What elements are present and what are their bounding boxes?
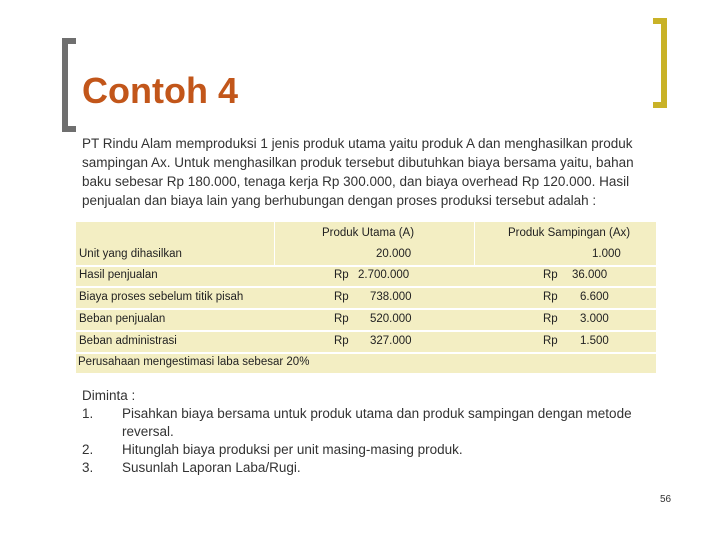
task-text: Pisahkan biaya bersama untuk produk utama dan produk sampingan dengan metode reversal. (122, 406, 632, 439)
byproduct-value: 1.000 (592, 248, 621, 260)
task-list (82, 387, 672, 477)
intro-paragraph: PT Rindu Alam memproduksi 1 jenis produk utama yaitu produk A dan menghasilkan produk sampingan Ax. Untuk menghasilkan produk tersebut dibutuhkan biaya bersama yaitu, bahan baku sebesar Rp 180.000, tenaga kerja Rp 300.000, dan biaya overhead Rp 120.000. Hasil penjualan dan biaya lain yang berhubungan dengan proses produksi tersebut adalah : (82, 136, 634, 208)
task-number: 1. (82, 406, 94, 421)
byproduct-value: 36.000 (572, 269, 608, 281)
left-bracket-decoration (62, 38, 76, 132)
row-label: Beban penjualan (79, 313, 166, 325)
task-item (82, 405, 672, 441)
byproduct-value: 6.600 (580, 291, 609, 303)
byproduct-value: 3.000 (580, 313, 609, 325)
main-value: 738.000 (370, 291, 412, 303)
main-currency: Rp (334, 269, 349, 281)
row-label: Hasil penjualan (79, 269, 158, 281)
task-text: Hitunglah biaya produksi per unit masing-masing produk. (122, 442, 463, 457)
table-row (76, 244, 656, 264)
task-item (82, 459, 672, 477)
task-item (82, 441, 672, 459)
table-row (76, 265, 656, 285)
byproduct-currency: Rp (543, 335, 558, 347)
header-main-product: Produk Utama (A) (322, 227, 415, 239)
main-currency: Rp (334, 291, 349, 303)
main-value: 520.000 (370, 313, 412, 325)
row-label: Beban administrasi (79, 335, 177, 347)
byproduct-currency: Rp (543, 313, 558, 325)
table-header-row (76, 223, 656, 243)
page-number: 56 (660, 494, 672, 505)
cost-table (76, 222, 656, 373)
main-value: 2.700.000 (358, 269, 410, 281)
profit-estimate-note: Perusahaan mengestimasi laba sebesar 20% (78, 356, 310, 368)
row-label: Biaya proses sebelum titik pisah (79, 291, 244, 303)
task-heading: Diminta : (82, 388, 136, 403)
task-number: 2. (82, 442, 94, 457)
task-number: 3. (82, 460, 94, 475)
task-text: Susunlah Laporan Laba/Rugi. (122, 460, 301, 475)
slide-title: Contoh 4 (82, 70, 238, 111)
main-currency: Rp (334, 335, 349, 347)
byproduct-value: 1.500 (580, 335, 609, 347)
header-byproduct: Produk Sampingan (Ax) (508, 227, 631, 239)
table-row (76, 309, 656, 329)
main-currency: Rp (334, 313, 349, 325)
byproduct-currency: Rp (543, 269, 558, 281)
main-value: 20.000 (376, 248, 412, 260)
row-label: Unit yang dihasilkan (79, 248, 182, 260)
grid-line (76, 352, 656, 354)
main-value: 327.000 (370, 335, 412, 347)
byproduct-currency: Rp (543, 291, 558, 303)
right-bracket-decoration (653, 18, 667, 108)
table-row (76, 287, 656, 307)
table-row (76, 331, 656, 351)
